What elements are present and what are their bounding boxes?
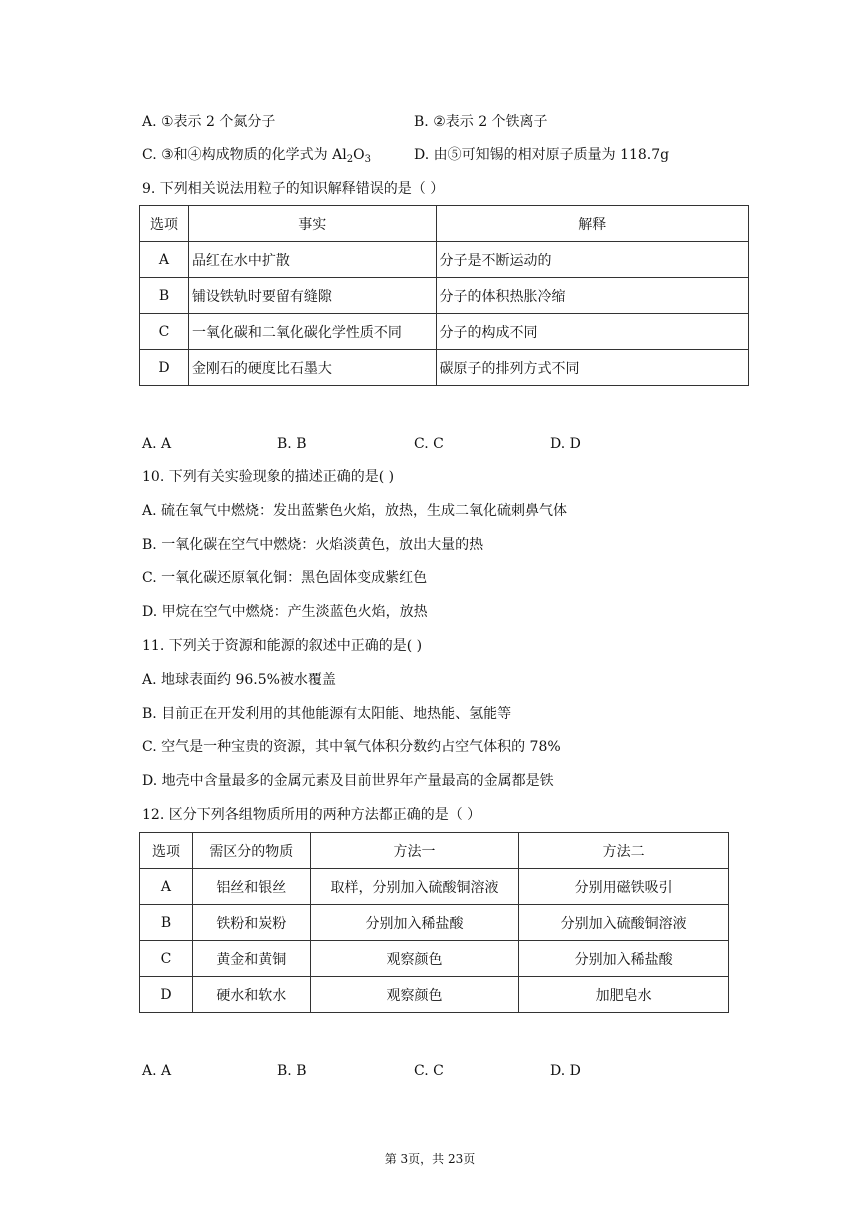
table-cell: 分别用磁铁吸引	[519, 869, 729, 905]
q11-stem: 11. 下列关于资源和能源的叙述中正确的是( )	[142, 638, 423, 654]
table-cell: 金刚石的硬度比石墨大	[188, 350, 436, 386]
table-row	[140, 242, 749, 278]
table-header-cell: 解释	[436, 206, 748, 242]
table-cell: 分子的构成不同	[436, 314, 748, 350]
q10-option-c: C. 一氧化碳还原氧化铜：黑色固体变成紫红色	[142, 570, 428, 586]
table-cell: C	[140, 314, 189, 350]
q9-table	[139, 205, 749, 386]
table-cell: C	[140, 941, 193, 977]
table-cell: 分别加入稀盐酸	[310, 905, 519, 941]
table-row	[140, 278, 749, 314]
table-row	[140, 905, 729, 941]
table-row	[140, 350, 749, 386]
table-cell: 硬水和软水	[192, 977, 310, 1013]
table-row	[140, 869, 729, 905]
table-row	[140, 941, 729, 977]
table-cell: B	[140, 905, 193, 941]
table-cell: 碳原子的排列方式不同	[436, 350, 748, 386]
table-cell: 分别加入稀盐酸	[519, 941, 729, 977]
table-row	[140, 977, 729, 1013]
q12-option-c: C. C	[414, 1063, 444, 1079]
table-row	[140, 314, 749, 350]
table-header-row	[140, 206, 749, 242]
q10-option-a: A. 硫在氧气中燃烧：发出蓝紫色火焰，放热，生成二氧化硫刺鼻气体	[142, 503, 568, 519]
q8-option-a: A. ①表示 2 个氮分子	[142, 114, 276, 130]
table-header-cell: 方法一	[310, 833, 519, 869]
table-cell: D	[140, 977, 193, 1013]
q11-option-c: C. 空气是一种宝贵的资源，其中氧气体积分数约占空气体积的 78%	[142, 739, 561, 755]
table-cell: 加肥皂水	[519, 977, 729, 1013]
q9-option-a: A. A	[142, 436, 172, 452]
table-header-cell: 事实	[188, 206, 436, 242]
q8-option-c-mid: O	[353, 147, 365, 163]
q10-option-b: B. 一氧化碳在空气中燃烧：火焰淡黄色，放出大量的热	[142, 537, 484, 553]
table-cell: 取样，分别加入硫酸铜溶液	[310, 869, 519, 905]
q8-option-b: B. ②表示 2 个铁离子	[414, 114, 548, 130]
table-cell: 铺设铁轨时要留有缝隙	[188, 278, 436, 314]
table-header-cell: 选项	[140, 833, 193, 869]
table-cell: 分别加入硫酸铜溶液	[519, 905, 729, 941]
q12-option-b: B. B	[277, 1063, 307, 1079]
page-footer: 第 3页，共 23页	[384, 1152, 476, 1166]
table-cell: 铁粉和炭粉	[192, 905, 310, 941]
table-cell: 分子的体积热胀冷缩	[436, 278, 748, 314]
table-cell: 分子是不断运动的	[436, 242, 748, 278]
q10-option-d: D. 甲烷在空气中燃烧：产生淡蓝色火焰，放热	[142, 604, 428, 620]
q8-option-c-sub2: 3	[364, 154, 371, 165]
table-header-row	[140, 833, 729, 869]
q8-option-c-text: C. ③和④构成物质的化学式为 Al	[142, 147, 347, 163]
table-cell: A	[140, 242, 189, 278]
q12-stem: 12. 区分下列各组物质所用的两种方法都正确的是（ ）	[142, 807, 482, 823]
table-cell: 一氧化碳和二氧化碳化学性质不同	[188, 314, 436, 350]
q11-option-b: B. 目前正在开发利用的其他能源有太阳能、地热能、氢能等	[142, 706, 512, 722]
q12-option-d: D. D	[550, 1063, 581, 1079]
table-header-cell: 方法二	[519, 833, 729, 869]
q11-option-d: D. 地壳中含量最多的金属元素及目前世界年产量最高的金属都是铁	[142, 773, 554, 789]
q9-option-d: D. D	[550, 436, 581, 452]
q11-option-a: A. 地球表面约 96.5%被水覆盖	[142, 672, 336, 688]
table-cell: A	[140, 869, 193, 905]
table-header-cell: 选项	[140, 206, 189, 242]
q9-option-c: C. C	[414, 436, 444, 452]
q8-option-c-sub1: 2	[346, 154, 354, 165]
table-header-cell: 需区分的物质	[192, 833, 310, 869]
table-cell: 观察颜色	[310, 941, 519, 977]
q9-stem: 9. 下列相关说法用粒子的知识解释错误的是（ ）	[142, 181, 445, 197]
table-cell: B	[140, 278, 189, 314]
table-cell: 品红在水中扩散	[188, 242, 436, 278]
table-cell: 黄金和黄铜	[192, 941, 310, 977]
q9-option-b: B. B	[277, 436, 307, 452]
q10-stem: 10. 下列有关实验现象的描述正确的是( )	[142, 469, 395, 485]
q8-option-d: D. 由⑤可知锡的相对原子质量为 118.7g	[414, 147, 670, 163]
q8-option-c	[142, 145, 371, 165]
table-cell: D	[140, 350, 189, 386]
q12-table	[139, 832, 729, 1013]
q12-option-a: A. A	[142, 1063, 172, 1079]
table-cell: 铝丝和银丝	[192, 869, 310, 905]
table-cell: 观察颜色	[310, 977, 519, 1013]
